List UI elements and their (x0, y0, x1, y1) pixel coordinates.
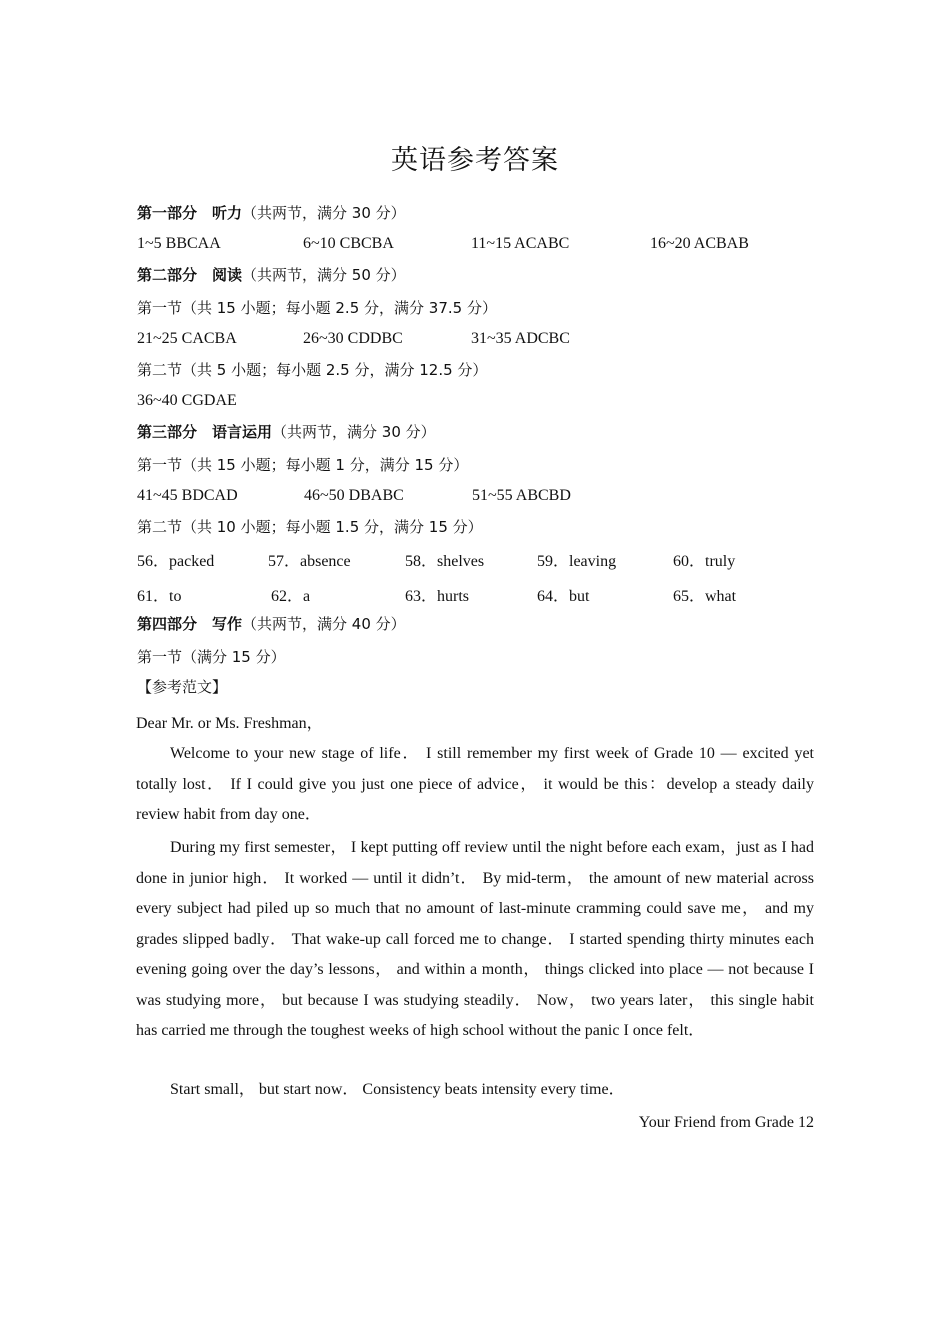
essay-paragraph: During my first semester， I kept putting off review until the night before each exam，just as I had done in junior high． It worked — until it didn’t． By mid-term， the amount of new material across every subject had piled up so much that no amount of last-minute cramming could save me， and my grades slipped badly． That wake-up call forced me to change． I started spending thirty minutes each evening going over the day’s lessons， and within a month， things clicked into place — not because I was studying more， but because I was studying steadily． Now， two years later， this single habit has carried me through the toughest weeks of high school without the panic I once felt． (136, 839, 814, 1039)
answer-group: 11~15 ACABC (471, 235, 570, 252)
part2-section1-heading: 第一节（共 15 小题；每小题 2.5 分，满分 37.5 分） (137, 299, 497, 317)
part1-heading (137, 202, 406, 223)
page-title: 英语参考答案 (391, 145, 559, 176)
part3-section2-heading: 第二节（共 10 小题；每小题 1.5 分，满分 15 分） (137, 518, 483, 536)
essay-paragraph: Start small， but start now． Consistency beats intensity every time． (170, 1081, 625, 1098)
part4-section1-heading: 第一节（满分 15 分） (137, 648, 286, 666)
fill-answer: 61．to (137, 588, 182, 605)
answer-group: 31~35 ADCBC (471, 330, 570, 347)
essay-paragraph: Welcome to your new stage of life． I still remember my first week of Grade 10 — excited yet totally lost． If I could give you just one piece of advice， it would be this：develop a steady daily review habit from day one． (136, 745, 814, 823)
part4-title: 第四部分 写作 (137, 615, 243, 633)
answer-group: 6~10 CBCBA (303, 235, 394, 252)
fill-answer: 57．absence (268, 553, 351, 570)
answer-group: 36~40 CGDAE (137, 392, 237, 409)
part3-title: 第三部分 语言运用 (137, 423, 273, 441)
part2-note: （共两节，满分 50 分） (242, 266, 406, 284)
fill-answer: 64．but (537, 588, 590, 605)
part4-note: （共两节，满分 40 分） (242, 615, 406, 633)
fill-answer: 62．a (271, 588, 311, 605)
part2-section2-heading: 第二节（共 5 小题；每小题 2.5 分，满分 12.5 分） (137, 361, 488, 379)
fill-answer: 56．packed (137, 553, 215, 570)
fill-answer: 58．shelves (405, 553, 485, 570)
part3-heading (137, 421, 436, 442)
fill-answer: 60．truly (673, 553, 736, 570)
part1-note: （共两节，满分 30 分） (242, 204, 406, 222)
fill-answer: 65．what (673, 588, 737, 605)
answer-group: 51~55 ABCBD (472, 487, 571, 504)
answer-group: 26~30 CDDBC (303, 330, 403, 347)
fill-answer: 59．leaving (537, 553, 617, 570)
answer-group: 46~50 DBABC (304, 487, 404, 504)
letter-greeting: Dear Mr. or Ms. Freshman， (136, 715, 323, 732)
answer-group: 16~20 ACBAB (650, 235, 749, 252)
answer-group: 41~45 BDCAD (137, 487, 238, 504)
part4-heading (137, 613, 406, 634)
part3-note: （共两节，满分 30 分） (272, 423, 436, 441)
answer-group: 21~25 CACBA (137, 330, 237, 347)
sample-essay-label: 【参考范文】 (137, 678, 228, 696)
answer-group: 1~5 BBCAA (137, 235, 221, 252)
part3-section1-heading: 第一节（共 15 小题；每小题 1 分，满分 15 分） (137, 456, 469, 474)
part2-title: 第二部分 阅读 (137, 266, 243, 284)
part2-heading (137, 264, 406, 285)
part1-title: 第一部分 听力 (137, 204, 243, 222)
letter-signature: Your Friend from Grade 12 (638, 1114, 814, 1131)
fill-answer: 63．hurts (405, 588, 470, 605)
